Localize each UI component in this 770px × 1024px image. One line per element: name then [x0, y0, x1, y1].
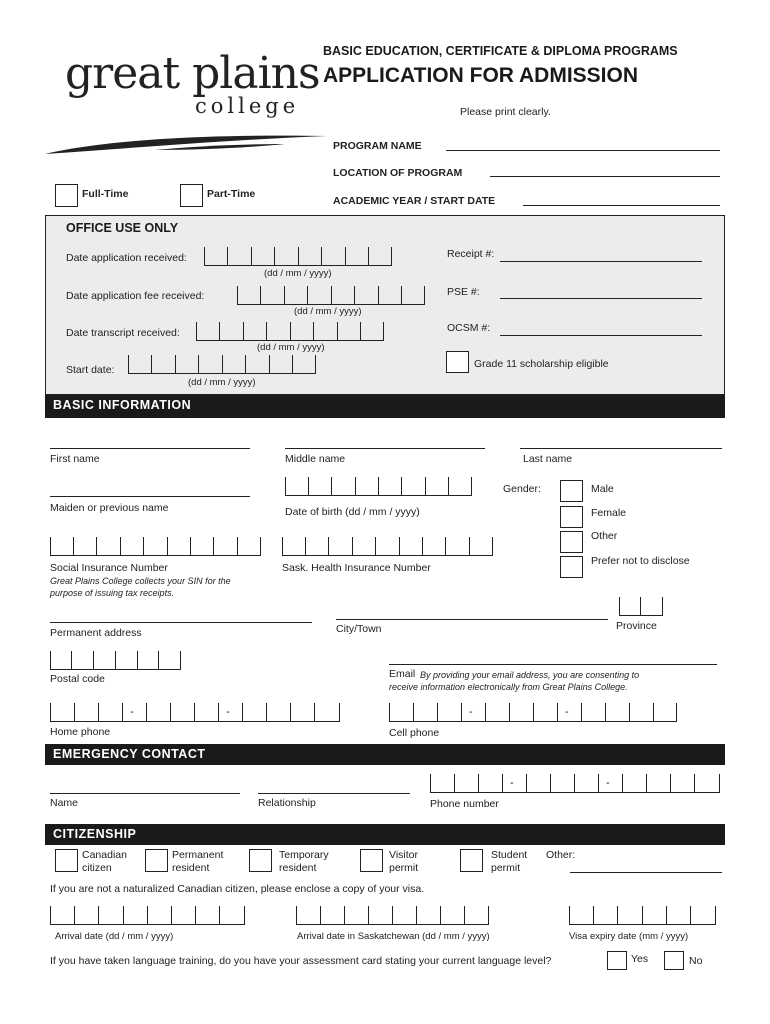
- relationship-field[interactable]: [258, 793, 410, 794]
- middle-name-label: Middle name: [285, 453, 346, 465]
- grade11-label: Grade 11 scholarship eligible: [474, 358, 609, 370]
- student-permit-checkbox[interactable]: [460, 849, 483, 872]
- gender-female-checkbox[interactable]: [560, 506, 583, 528]
- email-note: By providing your email address, you are consenting to: [420, 670, 640, 680]
- pse-label: PSE #:: [447, 286, 480, 298]
- basic-info-header: BASIC INFORMATION: [45, 395, 725, 418]
- date-format-hint: (dd / mm / yyyy): [264, 268, 332, 279]
- relationship-label: Relationship: [258, 797, 316, 809]
- visitor-permit-label: permit: [389, 862, 419, 874]
- visitor-permit-checkbox[interactable]: [360, 849, 383, 872]
- temporary-resident-checkbox[interactable]: [249, 849, 272, 872]
- pse-field[interactable]: [500, 298, 702, 299]
- emergency-name-field[interactable]: [50, 793, 240, 794]
- health-number-field[interactable]: [282, 538, 493, 556]
- language-no-checkbox[interactable]: [664, 951, 684, 970]
- emergency-phone-field[interactable]: - -: [430, 775, 720, 793]
- parttime-label: Part-Time: [207, 188, 256, 200]
- date-format-hint: (dd / mm / yyyy): [257, 342, 325, 353]
- visa-expiry-field[interactable]: [569, 907, 716, 925]
- first-name-label: First name: [50, 453, 100, 465]
- program-location-field[interactable]: [490, 176, 720, 177]
- program-location-label: LOCATION OF PROGRAM: [333, 167, 463, 179]
- college-logo: [45, 48, 330, 158]
- email-field[interactable]: [389, 664, 717, 665]
- date-received-label: Date application received:: [66, 252, 187, 264]
- gender-male-checkbox[interactable]: [560, 480, 583, 502]
- permanent-resident-label: Permanent: [172, 849, 224, 861]
- gender-label: Gender:: [503, 483, 541, 495]
- program-name-label: PROGRAM NAME: [333, 140, 422, 152]
- language-yes-label: Yes: [631, 953, 649, 965]
- receipt-field[interactable]: [500, 261, 702, 262]
- student-permit-label: permit: [491, 862, 521, 874]
- last-name-field[interactable]: [520, 448, 722, 449]
- arrival-date-label: Arrival date (dd / mm / yyyy): [55, 931, 174, 942]
- language-question: If you have taken language training, do you have your assessment card stating your current language level?: [50, 955, 552, 967]
- cell-phone-label: Cell phone: [389, 727, 440, 739]
- gender-female-label: Female: [591, 507, 627, 519]
- postal-code-field[interactable]: [50, 652, 181, 670]
- gender-male-label: Male: [591, 483, 614, 495]
- gender-other-label: Other: [591, 530, 618, 542]
- last-name-label: Last name: [523, 453, 573, 465]
- permanent-resident-label: resident: [172, 862, 210, 874]
- start-date-label: Start date:: [66, 364, 115, 376]
- home-phone-field[interactable]: - -: [50, 704, 340, 722]
- transcript-received-field[interactable]: [196, 323, 384, 341]
- language-no-label: No: [689, 955, 703, 967]
- ocsm-field[interactable]: [500, 335, 702, 336]
- email-label: Email: [389, 668, 416, 680]
- fee-received-label: Date application fee received:: [66, 290, 205, 302]
- dob-field[interactable]: [285, 478, 472, 496]
- sin-note: purpose of issuing tax receipts.: [50, 588, 175, 598]
- cell-phone-field[interactable]: - -: [389, 704, 677, 722]
- date-format-hint: (dd / mm / yyyy): [294, 306, 362, 317]
- sin-field[interactable]: [50, 538, 261, 556]
- health-number-label: Sask. Health Insurance Number: [282, 562, 431, 574]
- logo-swoosh-icon: [45, 126, 330, 166]
- gender-other-checkbox[interactable]: [560, 531, 583, 553]
- province-label: Province: [616, 620, 657, 632]
- first-name-field[interactable]: [50, 448, 250, 449]
- visa-note: If you are not a naturalized Canadian citizen, please enclose a copy of your visa.: [50, 883, 425, 895]
- emergency-phone-label: Phone number: [430, 798, 499, 810]
- citizenship-header: CITIZENSHIP: [45, 824, 725, 845]
- logo-text-sub: college: [195, 94, 300, 118]
- gender-prefer-checkbox[interactable]: [560, 556, 583, 578]
- other-status-label: Other:: [546, 849, 576, 861]
- parttime-checkbox[interactable]: [180, 184, 203, 207]
- start-date-field[interactable]: [128, 356, 316, 374]
- office-use-title: OFFICE USE ONLY: [66, 221, 179, 235]
- maiden-name-label: Maiden or previous name: [50, 502, 169, 514]
- canadian-citizen-checkbox[interactable]: [55, 849, 78, 872]
- canadian-citizen-label: citizen: [82, 862, 112, 874]
- print-instruction: Please print clearly.: [460, 106, 551, 118]
- temporary-resident-label: Temporary: [279, 849, 329, 861]
- date-received-field[interactable]: [204, 248, 392, 266]
- city-label: City/Town: [336, 623, 382, 635]
- fulltime-label: Full-Time: [82, 188, 129, 200]
- academic-year-field[interactable]: [523, 205, 720, 206]
- receipt-label: Receipt #:: [447, 248, 495, 260]
- ocsm-label: OCSM #:: [447, 322, 491, 334]
- temporary-resident-label: resident: [279, 862, 317, 874]
- sin-label: Social Insurance Number: [50, 562, 168, 574]
- form-title: APPLICATION FOR ADMISSION: [323, 64, 638, 87]
- address-field[interactable]: [50, 622, 312, 623]
- arrival-sask-label: Arrival date in Saskatchewan (dd / mm / yyyy): [297, 931, 490, 942]
- emergency-header: EMERGENCY CONTACT: [45, 744, 725, 765]
- dob-label: Date of birth (dd / mm / yyyy): [285, 506, 420, 518]
- visa-expiry-label: Visa expiry date (mm / yyyy): [569, 931, 689, 942]
- middle-name-field[interactable]: [285, 448, 485, 449]
- fulltime-checkbox[interactable]: [55, 184, 78, 207]
- gender-prefer-label: Prefer not to disclose: [591, 555, 690, 567]
- sin-note: Great Plains College collects your SIN for the: [50, 576, 231, 586]
- grade11-checkbox[interactable]: [446, 351, 469, 373]
- city-field[interactable]: [336, 619, 608, 620]
- permanent-resident-checkbox[interactable]: [145, 849, 168, 872]
- academic-year-label: ACADEMIC YEAR / START DATE: [333, 195, 496, 207]
- emergency-name-label: Name: [50, 797, 79, 809]
- language-yes-checkbox[interactable]: [607, 951, 627, 970]
- visitor-permit-label: Visitor: [389, 849, 418, 861]
- transcript-received-label: Date transcript received:: [66, 327, 180, 339]
- logo-text-main: great plains: [65, 48, 320, 99]
- student-permit-label: Student: [491, 849, 528, 861]
- canadian-citizen-label: Canadian: [82, 849, 127, 861]
- program-name-field[interactable]: [446, 150, 720, 151]
- arrival-date-field[interactable]: [50, 907, 245, 925]
- fee-received-field[interactable]: [237, 287, 425, 305]
- address-label: Permanent address: [50, 627, 142, 639]
- province-field[interactable]: [619, 598, 663, 616]
- home-phone-label: Home phone: [50, 726, 111, 738]
- other-status-field[interactable]: [570, 872, 722, 873]
- arrival-sask-field[interactable]: [296, 907, 489, 925]
- email-note: receive information electronically from Great Plains College.: [389, 682, 628, 692]
- maiden-name-field[interactable]: [50, 496, 250, 497]
- postal-code-label: Postal code: [50, 673, 105, 685]
- date-format-hint: (dd / mm / yyyy): [188, 377, 256, 388]
- form-subtitle: BASIC EDUCATION, CERTIFICATE & DIPLOMA PROGRAMS: [323, 44, 678, 58]
